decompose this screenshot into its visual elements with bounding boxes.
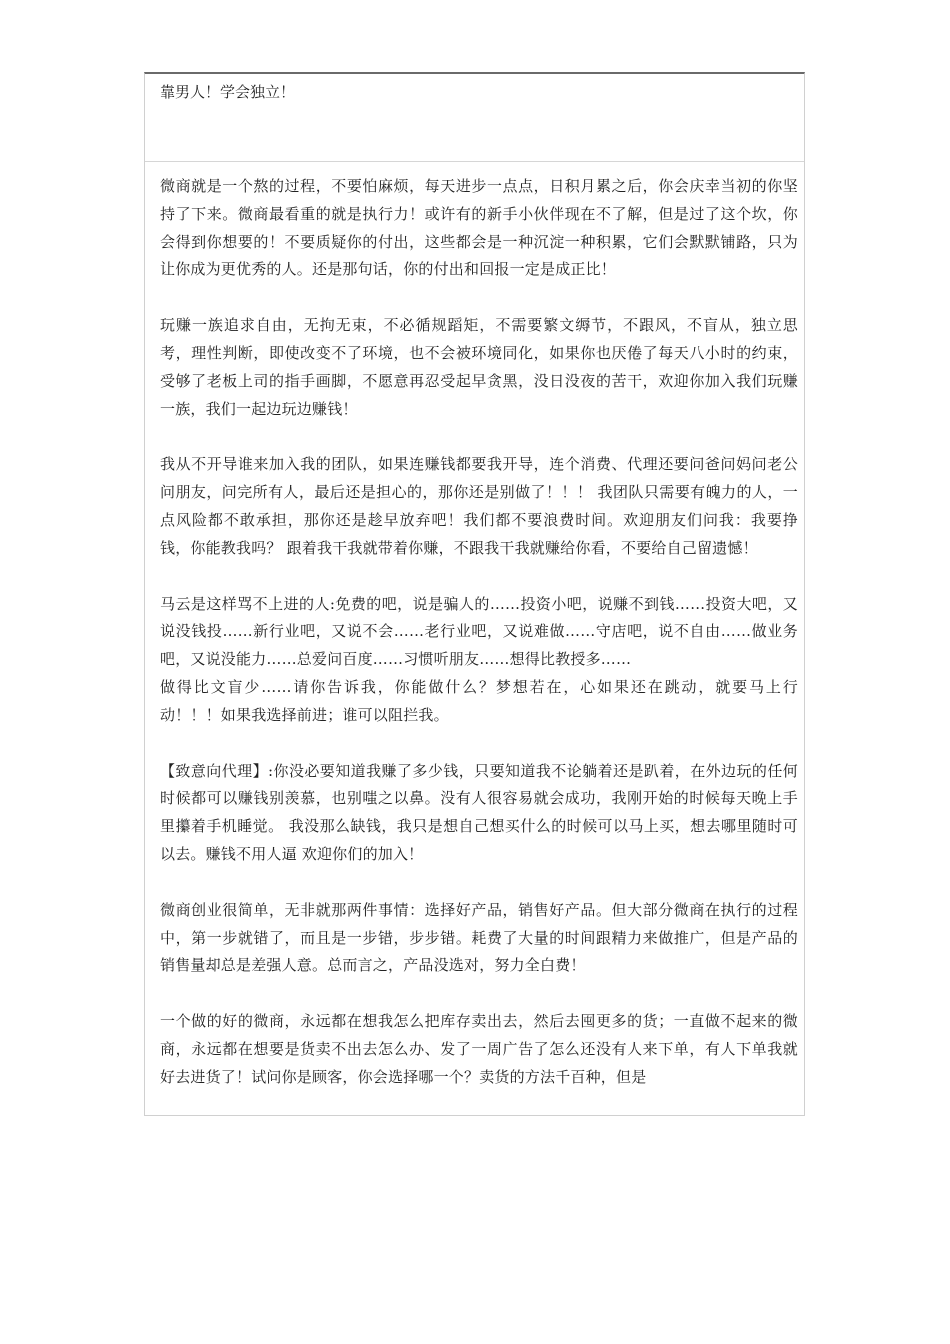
header-text: 靠男人！学会独立！ — [160, 83, 296, 101]
paragraph-8: 一个做的好的微商，永远都在想我怎么把库存卖出去，然后去囤更多的货；一直做不起来的微商，永远都在想要是货卖不出去怎么办、发了一周广告了怎么还没有人来下单，有人下单我就好去进货了！试问你是顾客，你会选择哪一个？卖货的方法千百种，但是 — [160, 1012, 798, 1086]
body-cell — [145, 162, 804, 1092]
paragraph-7: 微商创业很简单，无非就那两件事情：选择好产品，销售好产品。但大部分微商在执行的过程中，第一步就错了，而且是一步错，步步错。耗费了大量的时间跟精力来做推广，但是产品的销售量却总是差强人意。总而言之，产品没选对，努力全白费！ — [160, 900, 798, 975]
page-marker: . — [158, 63, 162, 77]
paragraph-4: 马云是这样骂不上进的人:免费的吧，说是骗人的……投资小吧，说赚不到钱……投资大吧，又说没钱投……新行业吧，又说不会……老行业吧，又说难做……守店吧，说不自由……做业务吧，又说没能力……总爱问百度……习惯听朋友……想得比教授多…… — [160, 594, 798, 669]
paragraph-5: 做得比文盲少……请你告诉我，你能做什么？梦想若在，心如果还在跳动，就要马上行动！！！如果我选择前进；谁可以阻拦我。 — [160, 677, 798, 724]
paragraph-2: 玩赚一族追求自由，无拘无束，不必循规蹈矩，不需要繁文缛节，不跟风，不盲从，独立思考，理性判断，即使改变不了环境，也不会被环境同化，如果你也厌倦了每天八小时的约束，受够了老板上司的指手画脚，不愿意再忍受起早贪黑，没日没夜的苦干，欢迎你加入我们玩赚一族，我们一起边玩边赚钱！ — [160, 316, 798, 418]
paragraph-3: 我从不开导谁来加入我的团队，如果连赚钱都要我开导，连个消费、代理还要问爸问妈问老公问朋友，问完所有人，最后还是担心的，那你还是别做了！！！ 我团队只需要有魄力的人，一点风险都不敢承担，那你还是趁早放弃吧！我们都不要浪费时间。欢迎朋友们问我：我要挣钱，你能教我吗？ 跟着我干我就带着你赚，不跟我干我就赚给你看，不要给自己留遗憾！ — [160, 455, 798, 557]
paragraph-1: 微商就是一个熬的过程，不要怕麻烦，每天进步一点点，日积月累之后，你会庆幸当初的你坚持了下来。微商最看重的就是执行力！或许有的新手小伙伴现在不了解，但是过了这个坎，你会得到你想要的！不要质疑你的付出，这些都会是一种沉淀一种积累，它们会默默铺路，只为让你成为更优秀的人。还是那句话，你的付出和回报一定是成正比！ — [160, 177, 798, 279]
document-table — [144, 72, 805, 1116]
header-cell — [145, 74, 804, 162]
paragraph-6: 【致意向代理】:你没必要知道我赚了多少钱，只要知道我不论躺着还是趴着，在外边玩的任何时候都可以赚钱别羡慕，也别嗤之以鼻。没有人很容易就会成功，我刚开始的时候每天晚上手里攥着手机睡觉。 我没那么缺钱，我只是想自己想买什么的时候可以马上买，想去哪里随时可以去。赚钱不用人逼 欢迎你们的加入！ — [160, 761, 798, 863]
